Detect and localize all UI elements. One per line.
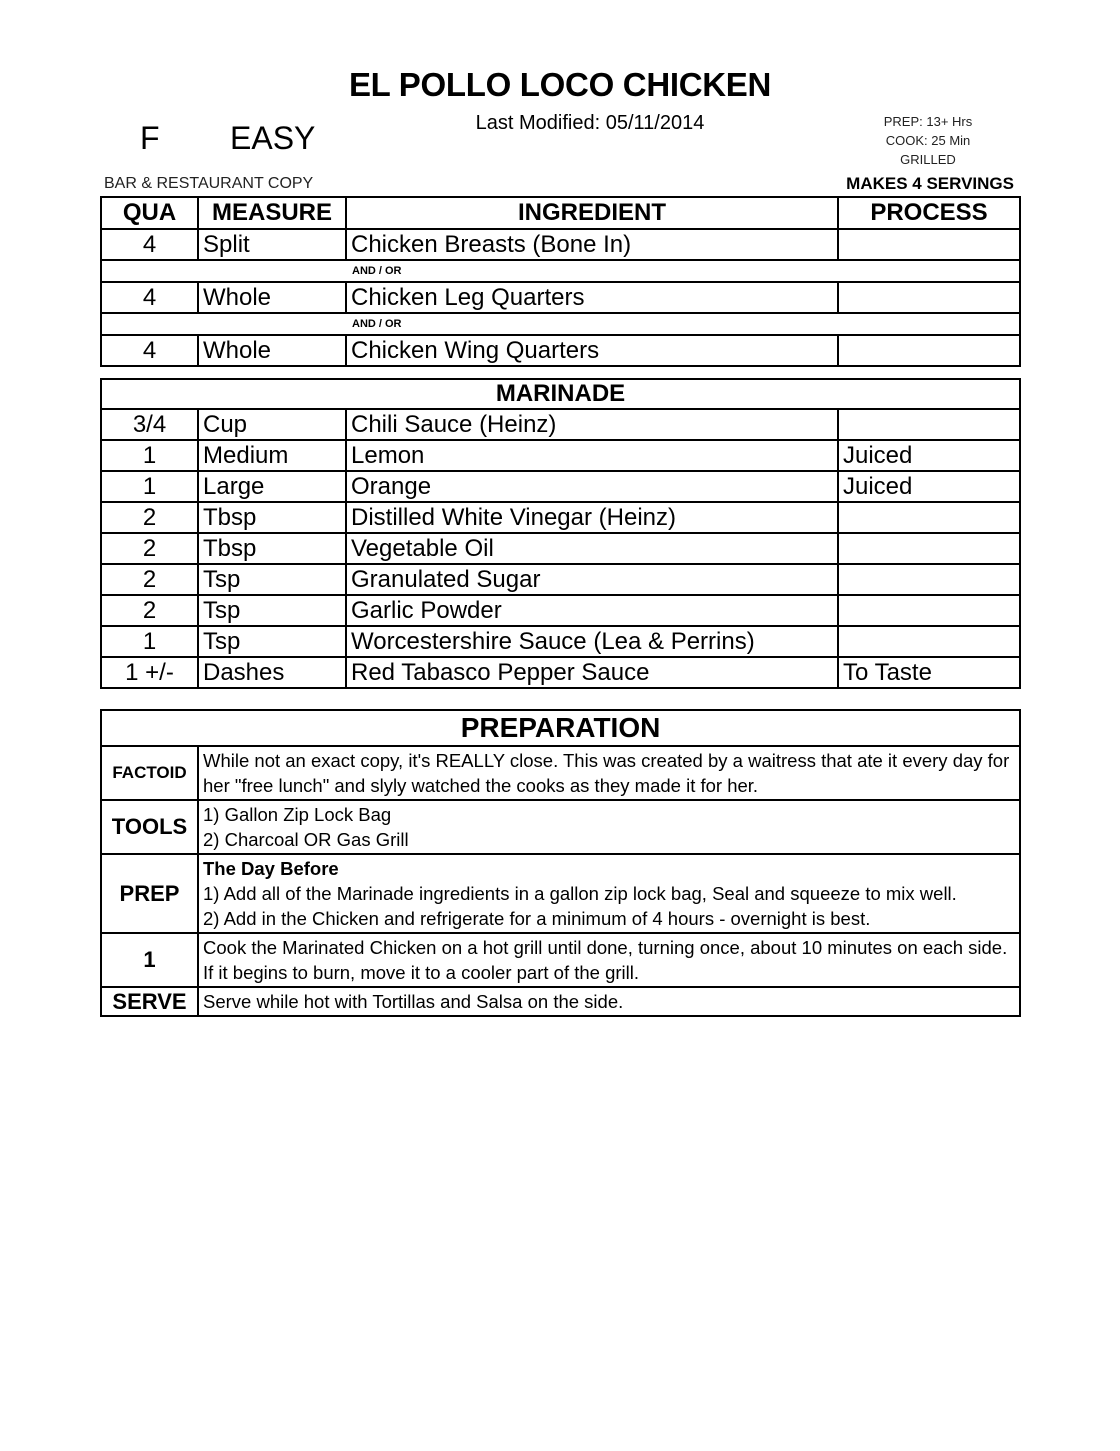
marinade-header-row	[101, 379, 1020, 409]
ingredient-process	[838, 282, 1020, 313]
difficulty-label: EASY	[230, 120, 316, 156]
ingredient-process	[838, 335, 1020, 366]
and-or-label: AND / OR	[101, 313, 1020, 335]
ingredient-row	[101, 229, 1020, 260]
prep-time: PREP: 13+ Hrs	[883, 114, 973, 129]
ingredient-row	[101, 282, 1020, 313]
ingredient-process	[838, 409, 1020, 440]
ingredient-measure: Tbsp	[198, 533, 346, 564]
factoid-text: While not an exact copy, it's REALLY close. This was created by a waitress that ate it every day for her "free lunch" and slyly watched the cooks as they made it for her.	[198, 746, 1020, 800]
marinade-row	[101, 440, 1020, 471]
tool-item: 1) Gallon Zip Lock Bag	[203, 804, 392, 825]
ingredient-measure: Whole	[198, 335, 346, 366]
ingredient-process: Juiced	[838, 440, 1020, 471]
ingredient-measure: Tsp	[198, 564, 346, 595]
column-header-qua: QUA	[101, 197, 198, 229]
tools-list	[198, 800, 1020, 854]
ingredient-qty: 1 +/-	[101, 657, 198, 688]
prep-heading: The Day Before	[203, 858, 339, 879]
marinade-row	[101, 471, 1020, 502]
table-header-row	[101, 197, 1020, 229]
factoid-row	[101, 746, 1020, 800]
prep-step: 2) Add in the Chicken and refrigerate for a minimum of 4 hours - overnight is best.	[203, 908, 871, 929]
serve-label: SERVE	[101, 987, 198, 1016]
ingredient-measure: Cup	[198, 409, 346, 440]
ingredient-measure: Tbsp	[198, 502, 346, 533]
marinade-row	[101, 564, 1020, 595]
marinade-row	[101, 533, 1020, 564]
ingredient-measure: Medium	[198, 440, 346, 471]
ingredient-measure: Tsp	[198, 595, 346, 626]
copy-label: BAR & RESTAURANT COPY	[104, 175, 314, 192]
ingredient-qty: 3/4	[101, 409, 198, 440]
preparation-table	[100, 709, 1021, 1017]
marinade-table	[100, 378, 1021, 689]
ingredient-qty: 4	[101, 229, 198, 260]
ingredient-name: Chicken Leg Quarters	[346, 282, 838, 313]
tools-row	[101, 800, 1020, 854]
ingredient-qty: 2	[101, 502, 198, 533]
marinade-title: MARINADE	[101, 379, 1020, 409]
ingredient-row	[101, 335, 1020, 366]
preparation-header-row	[101, 710, 1020, 746]
ingredient-name: Chicken Breasts (Bone In)	[346, 229, 838, 260]
and-or-separator	[101, 313, 1020, 335]
ingredient-qty: 4	[101, 282, 198, 313]
prep-label: PREP	[101, 854, 198, 933]
ingredient-name: Chicken Wing Quarters	[346, 335, 838, 366]
ingredient-qty: 2	[101, 533, 198, 564]
marinade-row	[101, 657, 1020, 688]
ingredient-name: Worcestershire Sauce (Lea & Perrins)	[346, 626, 838, 657]
ingredient-process	[838, 626, 1020, 657]
ingredient-name: Red Tabasco Pepper Sauce	[346, 657, 838, 688]
prep-steps	[198, 854, 1020, 933]
ingredient-measure: Split	[198, 229, 346, 260]
marinade-row	[101, 626, 1020, 657]
ingredient-name: Lemon	[346, 440, 838, 471]
column-header-measure: MEASURE	[198, 197, 346, 229]
marinade-row	[101, 595, 1020, 626]
ingredient-measure: Dashes	[198, 657, 346, 688]
ingredient-process: Juiced	[838, 471, 1020, 502]
ingredient-measure: Whole	[198, 282, 346, 313]
ingredient-name: Granulated Sugar	[346, 564, 838, 595]
and-or-label: AND / OR	[101, 260, 1020, 282]
marinade-row	[101, 409, 1020, 440]
ingredient-measure: Large	[198, 471, 346, 502]
main-ingredients-table	[100, 196, 1021, 367]
ingredient-qty: 2	[101, 595, 198, 626]
ingredient-name: Chili Sauce (Heinz)	[346, 409, 838, 440]
ingredient-name: Orange	[346, 471, 838, 502]
serve-text: Serve while hot with Tortillas and Salsa on the side.	[198, 987, 1020, 1016]
ingredient-qty: 1	[101, 440, 198, 471]
servings-label: MAKES 4 SERVINGS	[846, 174, 1014, 193]
ingredient-name: Distilled White Vinegar (Heinz)	[346, 502, 838, 533]
marinade-row	[101, 502, 1020, 533]
ingredient-process	[838, 502, 1020, 533]
column-header-ingredient: INGREDIENT	[346, 197, 838, 229]
time-info	[858, 112, 998, 169]
ingredient-process	[838, 229, 1020, 260]
ingredient-process: To Taste	[838, 657, 1020, 688]
preparation-title: PREPARATION	[101, 710, 1020, 746]
factoid-label: FACTOID	[101, 746, 198, 800]
recipe-title: EL POLLO LOCO CHICKEN	[348, 66, 772, 103]
ingredient-qty: 4	[101, 335, 198, 366]
ingredient-qty: 1	[101, 626, 198, 657]
and-or-separator	[101, 260, 1020, 282]
ingredient-process	[838, 595, 1020, 626]
ingredient-measure: Tsp	[198, 626, 346, 657]
tools-label: TOOLS	[101, 800, 198, 854]
cook-time: COOK: 25 Min	[885, 133, 971, 148]
step-row	[101, 933, 1020, 987]
step-number: 1	[101, 933, 198, 987]
ingredient-qty: 1	[101, 471, 198, 502]
ingredient-name: Vegetable Oil	[346, 533, 838, 564]
recipe-grade: F	[140, 120, 160, 156]
step-text: Cook the Marinated Chicken on a hot grill until done, turning once, about 10 minutes on each side. If it begins to burn, move it to a cooler part of the grill.	[198, 933, 1020, 987]
serve-row	[101, 987, 1020, 1016]
ingredient-name: Garlic Powder	[346, 595, 838, 626]
ingredient-qty: 2	[101, 564, 198, 595]
column-header-process: PROCESS	[838, 197, 1020, 229]
cook-method: GRILLED	[900, 152, 956, 167]
last-modified: Last Modified: 05/11/2014	[475, 112, 705, 134]
ingredient-process	[838, 533, 1020, 564]
ingredient-process	[838, 564, 1020, 595]
prep-row	[101, 854, 1020, 933]
tool-item: 2) Charcoal OR Gas Grill	[203, 829, 409, 850]
prep-step: 1) Add all of the Marinade ingredients in a gallon zip lock bag, Seal and squeeze to mix well.	[203, 883, 957, 904]
